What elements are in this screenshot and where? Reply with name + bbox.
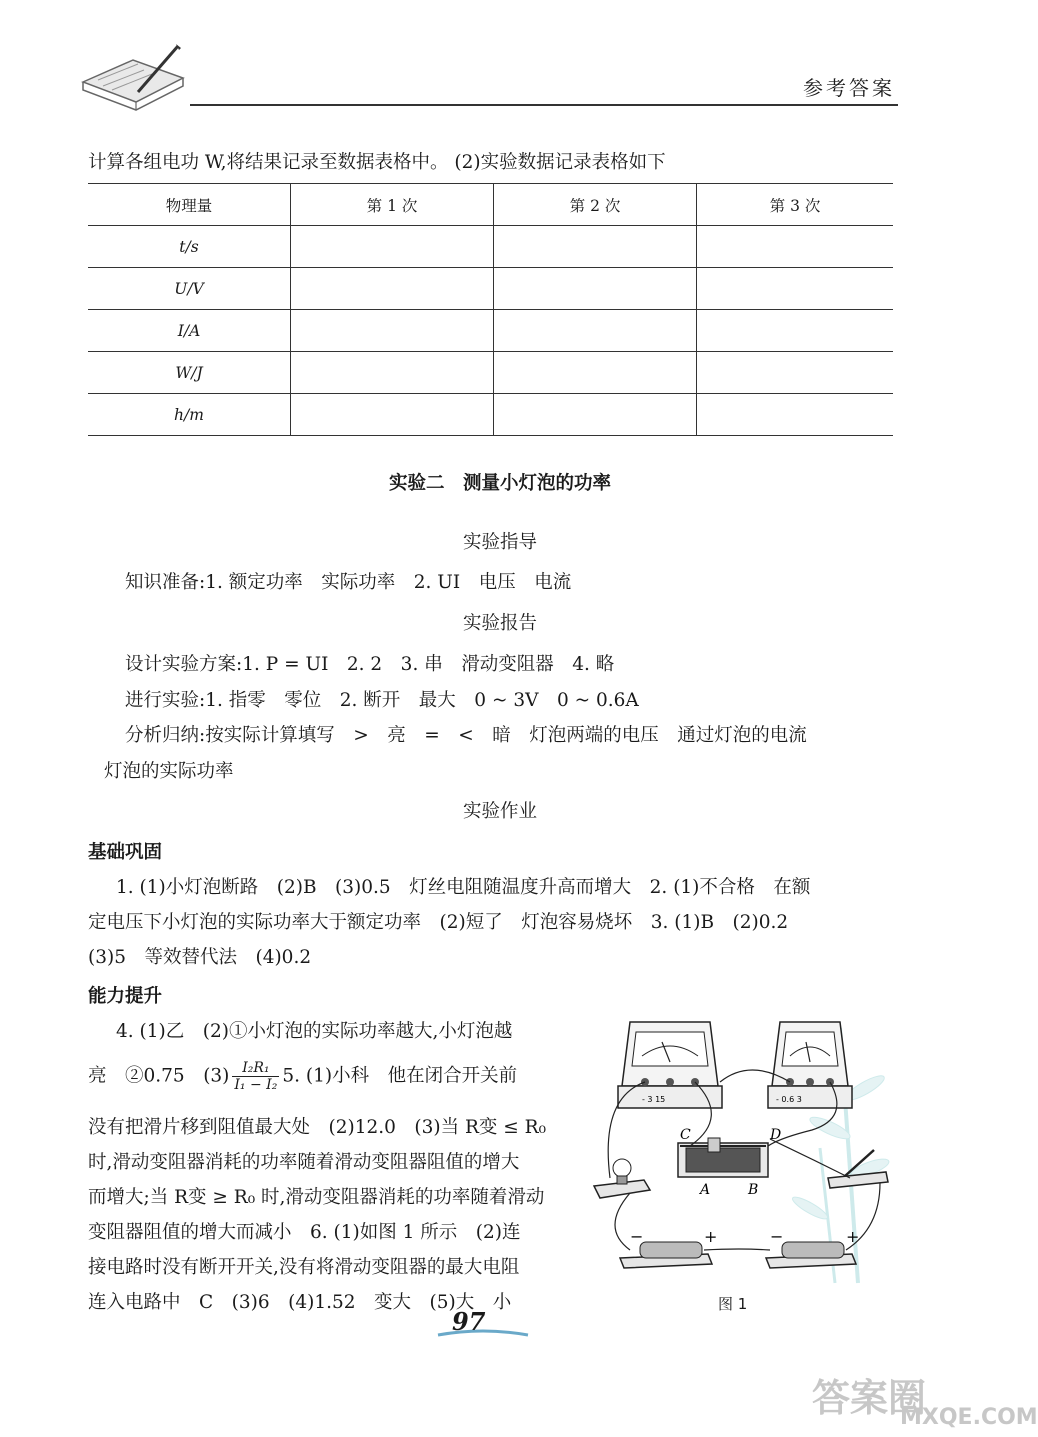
table-header-cell: 物理量 bbox=[88, 184, 291, 226]
circuit-diagram bbox=[590, 1018, 890, 1293]
analysis-line-1: 分析归纳:按实际计算填写 > 亮 = < 暗 灯泡两端的电压 通过灯泡的电流 bbox=[125, 725, 807, 746]
table-cell bbox=[494, 352, 697, 394]
watermark-sub: MXQE.COM bbox=[900, 1405, 1038, 1430]
advanced-line-1: 4. (1)乙 (2)①小灯泡的实际功率越大,小灯泡越 bbox=[116, 1021, 513, 1042]
label-d: D bbox=[770, 1127, 782, 1143]
voltmeter-ticks: - 3 15 bbox=[642, 1095, 666, 1104]
procedure-line: 进行实验:1. 指零 零位 2. 断开 最大 0 ~ 3V 0 ~ 0.6A bbox=[125, 690, 639, 711]
battery-right-plus: + bbox=[846, 1227, 860, 1246]
table-cell bbox=[291, 226, 494, 268]
analysis-line-2: 灯泡的实际功率 bbox=[104, 761, 234, 782]
advanced-line-7: 接电路时没有断开开关,没有将滑动变阻器的最大电阻 bbox=[88, 1257, 520, 1278]
basic-line-2: 定电压下小灯泡的实际功率大于额定功率 (2)短了 灯泡容易烧坏 3. (1)B (2)0.2 bbox=[88, 912, 789, 933]
basic-line-1: 1. (1)小灯泡断路 (2)B (3)0.5 灯丝电阻随温度升高而增大 2. (1)不合格 在额 bbox=[116, 877, 811, 898]
fraction-denominator: I₁ − I₂ bbox=[234, 1077, 278, 1093]
table-cell bbox=[697, 310, 894, 352]
report-heading: 实验报告 bbox=[462, 613, 537, 634]
header-title: 参考答案 bbox=[803, 76, 895, 100]
table-header-cell: 第 3 次 bbox=[697, 184, 894, 226]
table-cell bbox=[697, 226, 894, 268]
battery-left-minus: − bbox=[630, 1227, 644, 1246]
intro-line: 计算各组电功 W,将结果记录至数据表格中。 (2)实验数据记录表格如下 bbox=[88, 152, 666, 173]
table-cell bbox=[291, 268, 494, 310]
table-cell bbox=[494, 226, 697, 268]
table-cell bbox=[291, 394, 494, 436]
table-cell bbox=[697, 394, 894, 436]
figure-caption: 图 1 bbox=[718, 1295, 748, 1313]
battery-left-icon bbox=[620, 1227, 717, 1268]
data-record-table bbox=[88, 183, 893, 436]
table-row-label: U/V bbox=[88, 268, 291, 310]
table-row bbox=[88, 226, 893, 268]
table-header-cell: 第 2 次 bbox=[494, 184, 697, 226]
table-row-label: t/s bbox=[88, 226, 291, 268]
experiment-title: 实验二 测量小灯泡的功率 bbox=[388, 473, 611, 494]
advanced-line-6: 变阻器阻值的增大而减小 6. (1)如图 1 所示 (2)连 bbox=[88, 1222, 521, 1243]
table-row bbox=[88, 394, 893, 436]
advanced-heading: 能力提升 bbox=[88, 986, 163, 1007]
ammeter-ticks: - 0.6 3 bbox=[776, 1095, 802, 1104]
table-cell bbox=[697, 352, 894, 394]
table-cell bbox=[494, 394, 697, 436]
rheostat-icon bbox=[678, 1127, 781, 1198]
header-rule bbox=[190, 104, 898, 106]
table-header-row bbox=[88, 184, 893, 226]
label-a: A bbox=[700, 1182, 711, 1198]
homework-heading: 实验作业 bbox=[462, 801, 537, 822]
table-row bbox=[88, 352, 893, 394]
voltmeter-icon bbox=[618, 1022, 722, 1108]
design-line: 设计实验方案:1. P = UI 2. 2 3. 串 滑动变阻器 4. 略 bbox=[125, 654, 615, 675]
page-number: 97 bbox=[452, 1307, 486, 1336]
battery-right-icon bbox=[766, 1227, 859, 1268]
battery-right-minus: − bbox=[770, 1227, 784, 1246]
table-cell bbox=[291, 352, 494, 394]
advanced-line-8: 连入电路中 C (3)6 (4)1.52 变大 (5)大 小 bbox=[88, 1292, 512, 1313]
fraction bbox=[232, 1060, 279, 1093]
table-row bbox=[88, 268, 893, 310]
label-b: B bbox=[748, 1182, 759, 1198]
table-row-label: h/m bbox=[88, 394, 291, 436]
table-header-cell: 第 1 次 bbox=[291, 184, 494, 226]
table-row bbox=[88, 310, 893, 352]
book-pen-decoration-icon bbox=[78, 42, 193, 112]
advanced-line-5: 而增大;当 R变 ≥ R₀ 时,滑动变阻器消耗的功率随着滑动 bbox=[88, 1187, 545, 1208]
table-cell bbox=[291, 310, 494, 352]
fraction-numerator: I₂R₁ bbox=[232, 1060, 279, 1077]
table-cell bbox=[494, 268, 697, 310]
label-c: C bbox=[680, 1127, 691, 1143]
advanced-line-4: 时,滑动变阻器消耗的功率随着滑动变阻器阻值的增大 bbox=[88, 1152, 520, 1173]
advanced-line-2-start: 亮 ②0.75 (3) bbox=[88, 1065, 230, 1087]
basic-line-3: (3)5 等效替代法 (4)0.2 bbox=[88, 947, 312, 968]
advanced-line-2 bbox=[88, 1060, 517, 1093]
light-bulb-icon bbox=[594, 1159, 650, 1198]
table-row-label: W/J bbox=[88, 352, 291, 394]
advanced-line-3: 没有把滑片移到阻值最大处 (2)12.0 (3)当 R变 ≤ R₀ bbox=[88, 1117, 547, 1138]
watermark-main: 答案圈 bbox=[812, 1376, 927, 1420]
table-cell bbox=[494, 310, 697, 352]
battery-left-plus: + bbox=[704, 1227, 718, 1246]
knowledge-line: 知识准备:1. 额定功率 实际功率 2. UI 电压 电流 bbox=[125, 572, 572, 593]
table-cell bbox=[697, 268, 894, 310]
ammeter-icon bbox=[768, 1022, 852, 1108]
basic-heading: 基础巩固 bbox=[88, 842, 163, 863]
table-row-label: I/A bbox=[88, 310, 291, 352]
guide-heading: 实验指导 bbox=[462, 532, 537, 553]
advanced-line-2-end: 5. (1)小科 他在闭合开关前 bbox=[282, 1065, 518, 1087]
